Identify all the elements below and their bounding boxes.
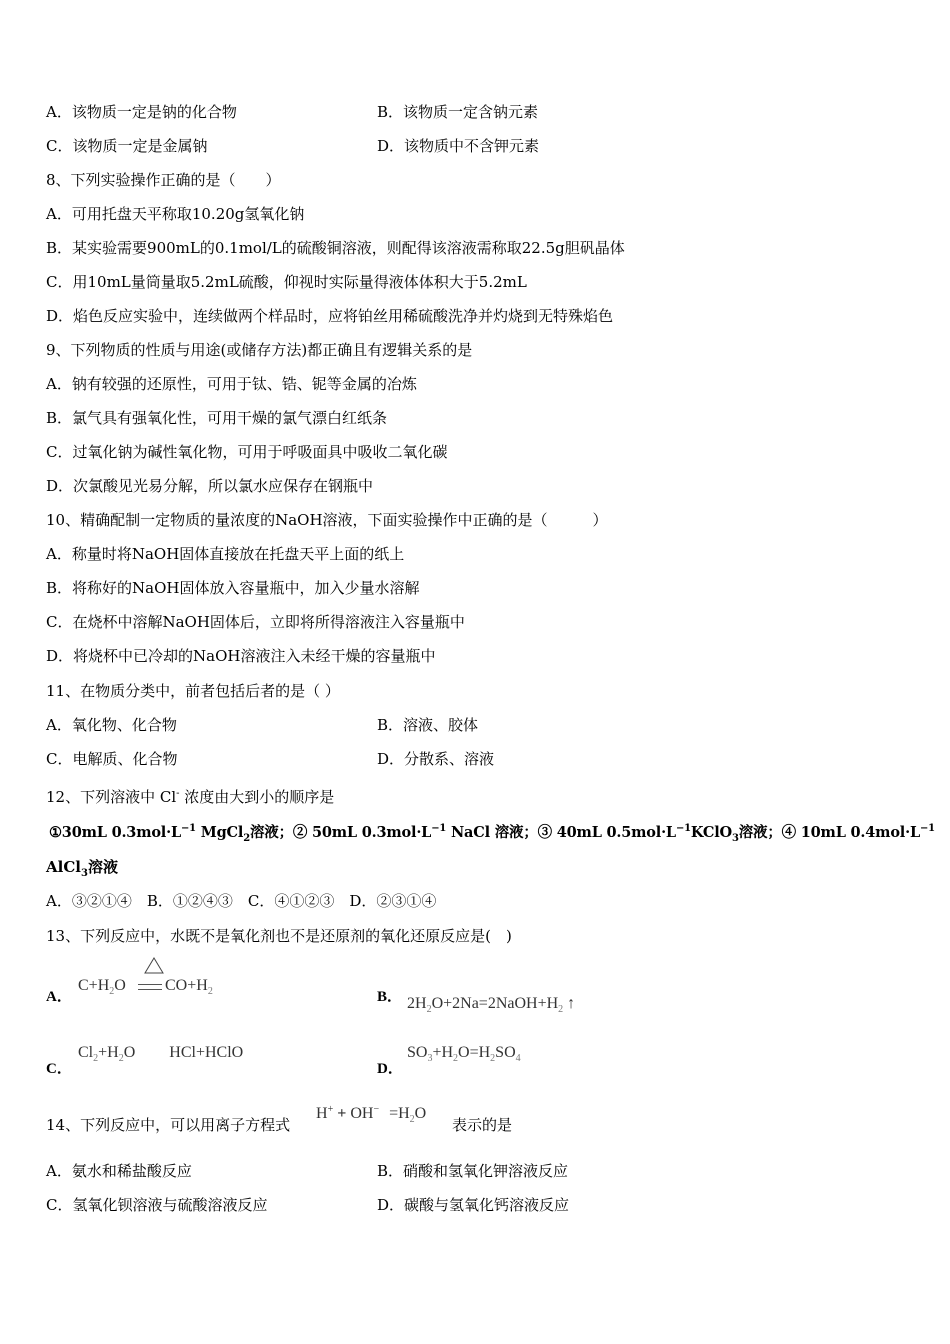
q13-equation-d: $SO_3+H_2O=H_2SO_4$ — [407, 1044, 521, 1064]
q14-option-a: A．氨水和稀盐酸反应 — [46, 1162, 192, 1180]
q9-option-d: D．次氯酸见光易分解，所以氯水应保存在钢瓶中 — [46, 477, 374, 495]
q13-label-c: C． — [46, 1061, 72, 1077]
q10-stem: 10、精确配制一定物质的量浓度的NaOH溶液，下面实验操作中正确的是（ ） — [46, 511, 608, 529]
q13-equation-a-left: $C+H_2O$ — [78, 977, 126, 997]
q14-option-b: B．硝酸和氢氧化钾溶液反应 — [377, 1162, 569, 1180]
q8-stem: 8、下列实验操作正确的是（ ） — [46, 171, 281, 189]
q8-option-c: C．用10mL量筒量取5.2mL硫酸，仰视时实际量得液体体积大于5.2mL — [46, 273, 527, 291]
q10-option-a: A．称量时将NaOH固体直接放在托盘天平上面的纸上 — [46, 545, 405, 563]
equals-bar-bottom — [138, 989, 162, 990]
q14-option-c: C．氢氧化钡溶液与硫酸溶液反应 — [46, 1196, 268, 1214]
q12-solutions: ①30mL $0.3mol\cdot L^{-1}$ MgCl$_2$溶液；② 50mL $0.3mol\cdot L^{-1}$ NaCl 溶液；③ 40mL $0.5mol\cdot L^{-1}KClO_3$溶液；④ 10mL $0.4mol\cdot L^{-1}$ — [49, 823, 935, 844]
q11-option-c: C．电解质、化合物 — [46, 750, 178, 768]
q11-option-b: B．溶液、胶体 — [377, 716, 479, 734]
q9-stem: 9、下列物质的性质与用途(或储存方法)都正确且有逻辑关系的是 — [46, 341, 473, 359]
q7-option-b: B．该物质一定含钠元素 — [377, 103, 539, 121]
q13-label-b: B． — [377, 989, 403, 1005]
q12-stem: 12、下列溶液中 Cl- 浓度由大到小的顺序是 — [46, 788, 335, 806]
q12-options: A．③②①④ B．①②④③ C．④①②③ D．②③①④ — [46, 892, 437, 910]
equals-bar-top — [138, 984, 162, 985]
q11-option-d: D．分散系、溶液 — [377, 750, 495, 768]
q14-stem-prefix: 14、下列反应中，可以用离子方程式 — [46, 1116, 291, 1134]
q7-option-d: D．该物质中不含钾元素 — [377, 137, 540, 155]
q13-label-a: A． — [46, 989, 72, 1005]
q7-option-a: A．该物质一定是钠的化合物 — [46, 103, 237, 121]
q8-option-a: A．可用托盘天平称取10.20g氢氧化钠 — [46, 205, 305, 223]
q14-option-d: D．碳酸与氢氧化钙溶液反应 — [377, 1196, 570, 1214]
q12-solutions-cont: AlCl$_3$溶液 — [46, 858, 118, 879]
q8-option-b: B．某实验需要900mL的0.1mol/L的硫酸铜溶液，则配得该溶液需称取22.5g胆矾晶体 — [46, 239, 625, 257]
heat-triangle-icon — [144, 957, 164, 975]
q13-equation-c: $Cl_2+H_2O$ HCl+HClO — [78, 1044, 244, 1064]
q13-equation-a-right: $CO+H_2$ — [165, 977, 213, 997]
q10-option-c: C．在烧杯中溶解NaOH固体后，立即将所得溶液注入容量瓶中 — [46, 613, 465, 631]
q10-option-b: B．将称好的NaOH固体放入容量瓶中，加入少量水溶解 — [46, 579, 420, 597]
q13-equation-b: $2H_2O+2Na=2NaOH+H_2$ ↑ — [407, 995, 576, 1015]
q13-stem: 13、下列反应中，水既不是氧化剂也不是还原剂的氧化还原反应是( ) — [46, 927, 512, 945]
q11-stem: 11、在物质分类中，前者包括后者的是（ ） — [46, 682, 340, 700]
q8-option-d: D．焰色反应实验中，连续做两个样品时，应将铂丝用稀硫酸洗净并灼烧到无特殊焰色 — [46, 307, 614, 325]
q9-option-c: C．过氧化钠为碱性氧化物，可用于呼吸面具中吸收二氧化碳 — [46, 443, 448, 461]
q10-option-d: D．将烧杯中已冷却的NaOH溶液注入未经干燥的容量瓶中 — [46, 647, 436, 665]
q7-option-c: C．该物质一定是金属钠 — [46, 137, 208, 155]
q14-stem-suffix: 表示的是 — [452, 1116, 513, 1134]
q14-ionic-equation: $H^+ + OH^- =H_2O$ — [316, 1104, 427, 1125]
q11-option-a: A．氧化物、化合物 — [46, 716, 177, 734]
q9-option-b: B．氯气具有强氧化性，可用干燥的氯气漂白红纸条 — [46, 409, 388, 427]
q9-option-a: A．钠有较强的还原性，可用于钛、锆、铌等金属的冶炼 — [46, 375, 417, 393]
q13-label-d: D． — [377, 1061, 403, 1077]
